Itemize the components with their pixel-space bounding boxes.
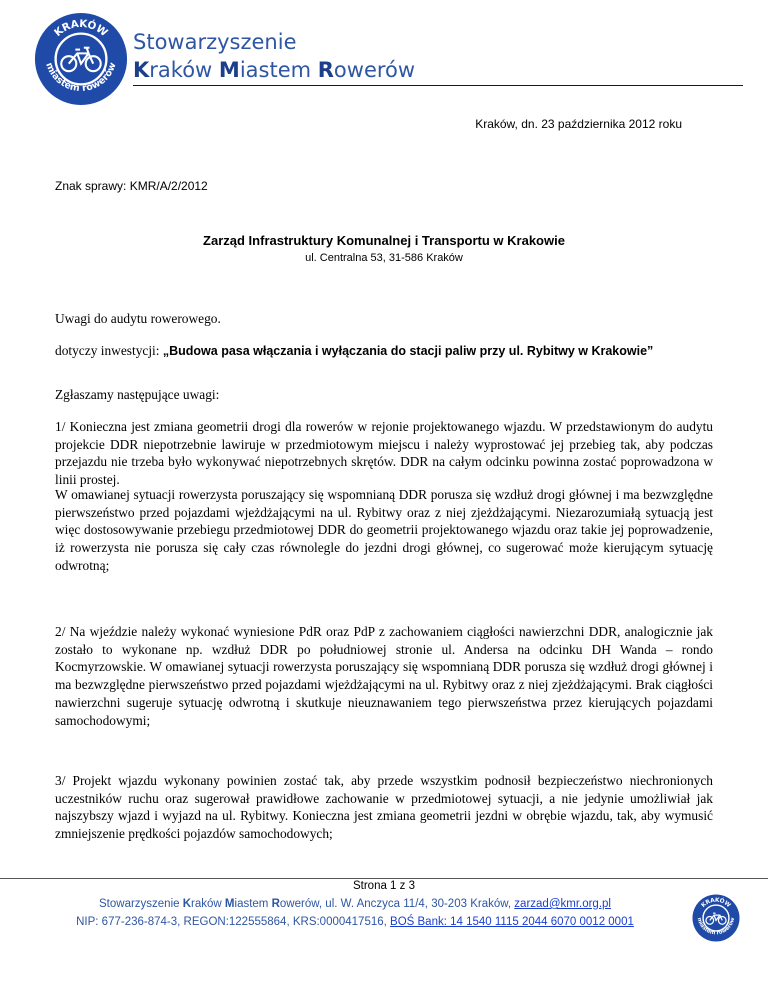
header-divider xyxy=(133,85,743,86)
footer-email-link[interactable]: zarzad@kmr.org.pl xyxy=(514,898,611,910)
footer-org-initial: K xyxy=(182,898,192,910)
page-number: Strona 1 z 3 xyxy=(352,880,415,892)
remark-paragraph: 3/ Projekt wjazdu wykonany powinien zostać tak, aby przede wszystkim podnosił bezpieczeństwo niechronionych uczestników ruchu oraz sugerował prawidłowe zachowanie w przedmiotowej sytuacji, a nie jedynie umożliwiał jak najszybszy wjazd i wyjazd na ul. Rybitwy. Konieczna jest zmiana geometrii jezdni w obrębie wjazdu, tak, aby wymusić zmniejszenie prędkości pojazdów samochodowych; xyxy=(55,773,713,842)
footer-org-part: raków xyxy=(191,898,225,910)
logo-text-bottom: miastem rowerów xyxy=(43,60,119,95)
footer-registration-line xyxy=(30,916,680,928)
org-name-initial: R xyxy=(317,58,334,82)
org-name-line2 xyxy=(133,58,415,82)
footer-address: , ul. W. Anczyca 11/4, 30-203 Kraków, xyxy=(318,898,515,910)
footer-logo-text-bottom: miastem rowerów xyxy=(695,917,737,937)
letter-date: Kraków, dn. 23 października 2012 roku xyxy=(475,117,682,131)
subject-title: „Budowa pasa włączania i wyłączania do stacji paliw przy ul. Rybitwy w Krakowie” xyxy=(162,344,654,358)
footer-org-line xyxy=(30,898,680,910)
footer-org-prefix: Stowarzyszenie xyxy=(99,898,183,910)
kmr-logo-icon xyxy=(34,12,128,106)
footer-org-part: owerów xyxy=(279,898,319,910)
case-reference: Znak sprawy: KMR/A/2/2012 xyxy=(55,179,208,193)
footer-ids: NIP: 677-236-874-3, REGON:122555864, KRS:0000417516, xyxy=(76,916,391,928)
recipient-name: Zarząd Infrastruktury Komunalnej i Transportu w Krakowie xyxy=(203,233,565,248)
footer-bank-link[interactable]: BOŚ Bank: 14 1540 1115 2044 6070 0012 0001 xyxy=(390,916,634,928)
kmr-footer-logo-icon xyxy=(692,894,740,942)
remark-paragraph: W omawianej sytuacji rowerzysta poruszający się wspomnianą DDR porusza się wzdłuż drogi głównej i ma bezwzględne pierwszeństwo przed pojazdami wjeżdżającymi na ul. Rybitwy oraz z niej zjeżdżającymi. Niezarozumiałą sytuacją jest więc dostosowywanie przebiegu przedmiotowej DDR do geometrii projektowanego wjazdu oraz takie jej poprowadzenie, iż rowerzysta nie porusza się cały czas równolegle do jezdni drogi głównej, co sugerować może kierującym sytuację odwrotną; xyxy=(55,487,713,573)
subject-prefix: dotyczy inwestycji: xyxy=(55,343,163,358)
footer-logo-text-top: KRAKÓW xyxy=(700,897,732,910)
footer-org-initial: R xyxy=(271,898,280,910)
org-name-initial: M xyxy=(218,58,240,82)
remark-paragraph: 1/ Konieczna jest zmiana geometrii drogi dla rowerów w rejonie projektowanego wjazdu. W przedstawionym do audytu projekcie DDR niepotrzebnie lawiruje w przedmiotowym miejscu i należy wyprostować jej przebieg tak, aby podczas przejazdu nie trzeba było wykonywać niepotrzebnych skrętów. DDR na całym odcinku powinna zostać poprowadzona w linii prostej. xyxy=(55,419,713,488)
letter-lead: Zgłaszamy następujące uwagi: xyxy=(55,387,220,402)
letter-intro: Uwagi do audytu rowerowego. xyxy=(55,311,221,326)
remark-paragraph: 2/ Na wjeździe należy wykonać wyniesione PdR oraz PdP z zachowaniem ciągłości nawierzchni DDR, analogicznie jak zostało to wykonane np. wzdłuż DDR po południowej stronie ul. Andersa na odcinku DH Wanda – rondo Kocmyrzowskie. W omawianej sytuacji rowerzysta poruszający się wspomnianą DDR porusza się wzdłuż drogi głównej i ma bezwzględne pierwszeństwo przed pojazdami wjeżdżającymi na ul. Rybitwy oraz z niej zjeżdżającymi. Brak ciągłości nawierzchni sugeruje sytuację odwrotną i skutkuje nieuznawaniem tego pierwszeństwa przez kierujących pojazdami samochodowymi; xyxy=(55,624,713,728)
footer-divider xyxy=(0,878,768,879)
org-name-part: iastem xyxy=(239,58,318,82)
org-name-line1: Stowarzyszenie xyxy=(133,30,297,54)
org-name-part: raków xyxy=(149,58,219,82)
letter-subject xyxy=(55,342,713,361)
org-name-part: owerów xyxy=(333,58,416,82)
org-name-initial: K xyxy=(133,58,150,82)
footer-org-part: iastem xyxy=(234,898,272,910)
footer-org-initial: M xyxy=(224,898,235,910)
logo-text-top: KRAKÓW xyxy=(52,17,110,40)
recipient-address: ul. Centralna 53, 31-586 Kraków xyxy=(305,252,463,264)
